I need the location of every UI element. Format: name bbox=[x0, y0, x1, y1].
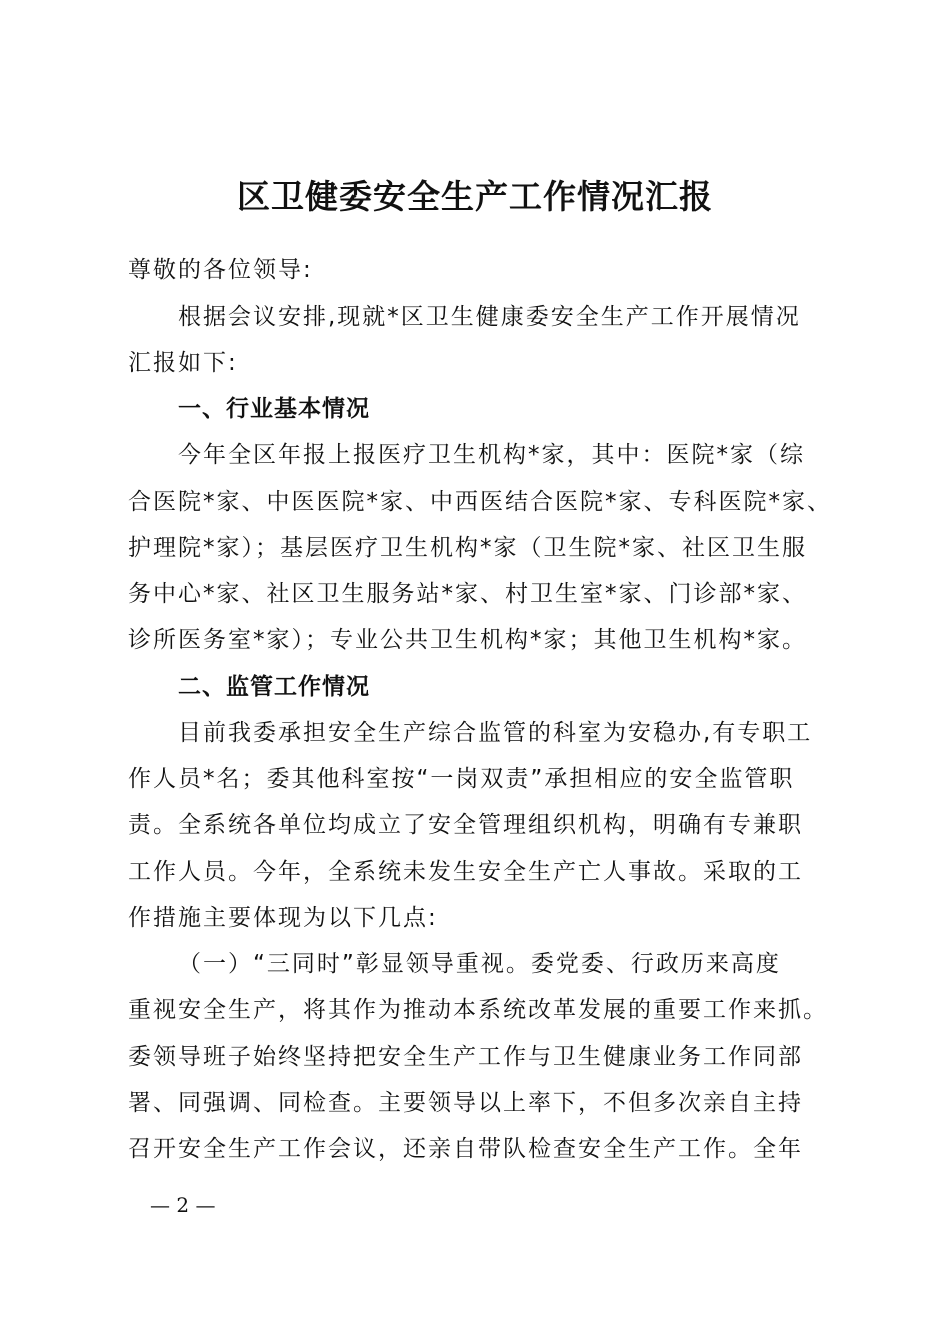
paragraph-line: 根据会议安排,现就*区卫生健康委安全生产工作开展情况 bbox=[178, 304, 801, 330]
paragraph-line: 诊所医务室*家）；专业公共卫生机构*家；其他卫生机构*家。 bbox=[128, 627, 807, 653]
paragraph-line: 目前我委承担安全生产综合监管的科室为安稳办,有专职工 bbox=[178, 720, 813, 746]
paragraph-line: 作措施主要体现为以下几点: bbox=[128, 905, 438, 931]
paragraph-line: 重视安全生产，将其作为推动本系统改革发展的重要工作来抓。 bbox=[128, 997, 828, 1023]
document-title: 区卫健委安全生产工作情况汇报 bbox=[237, 177, 713, 216]
page-number: — 2 — bbox=[150, 1193, 216, 1217]
salutation: 尊敬的各位领导: bbox=[128, 257, 313, 283]
paragraph-line: 署、同强调、同检查。主要领导以上率下，不但多次亲自主持 bbox=[128, 1090, 803, 1116]
paragraph-line: 今年全区年报上报医疗卫生机构*家，其中：医院*家（综 bbox=[178, 442, 805, 468]
paragraph-line: 护理院*家）；基层医疗卫生机构*家（卫生院*家、社区卫生服 bbox=[128, 535, 807, 561]
paragraph-line: 责。全系统各单位均成立了安全管理组织机构，明确有专兼职 bbox=[128, 812, 803, 838]
paragraph-line: 工作人员。今年，全系统未发生安全生产亡人事故。采取的工 bbox=[128, 859, 803, 885]
paragraph-line: 委领导班子始终坚持把安全生产工作与卫生健康业务工作同部 bbox=[128, 1044, 803, 1070]
paragraph-line: 汇报如下: bbox=[128, 350, 238, 376]
paragraph-line: 合医院*家、中医医院*家、中西医结合医院*家、专科医院*家、 bbox=[128, 489, 832, 515]
section-heading-1: 一、行业基本情况 bbox=[178, 396, 370, 422]
paragraph-line: 作人员*名；委其他科室按“一岗双责”承担相应的安全监管职 bbox=[128, 766, 795, 792]
paragraph-line: （一）“三同时”彰显领导重视。委党委、行政历来高度 bbox=[178, 951, 781, 977]
section-heading-2: 二、监管工作情况 bbox=[178, 674, 370, 700]
paragraph-line: 召开安全生产工作会议，还亲自带队检查安全生产工作。全年 bbox=[128, 1136, 803, 1162]
paragraph-line: 务中心*家、社区卫生服务站*家、村卫生室*家、门诊部*家、 bbox=[128, 581, 807, 607]
